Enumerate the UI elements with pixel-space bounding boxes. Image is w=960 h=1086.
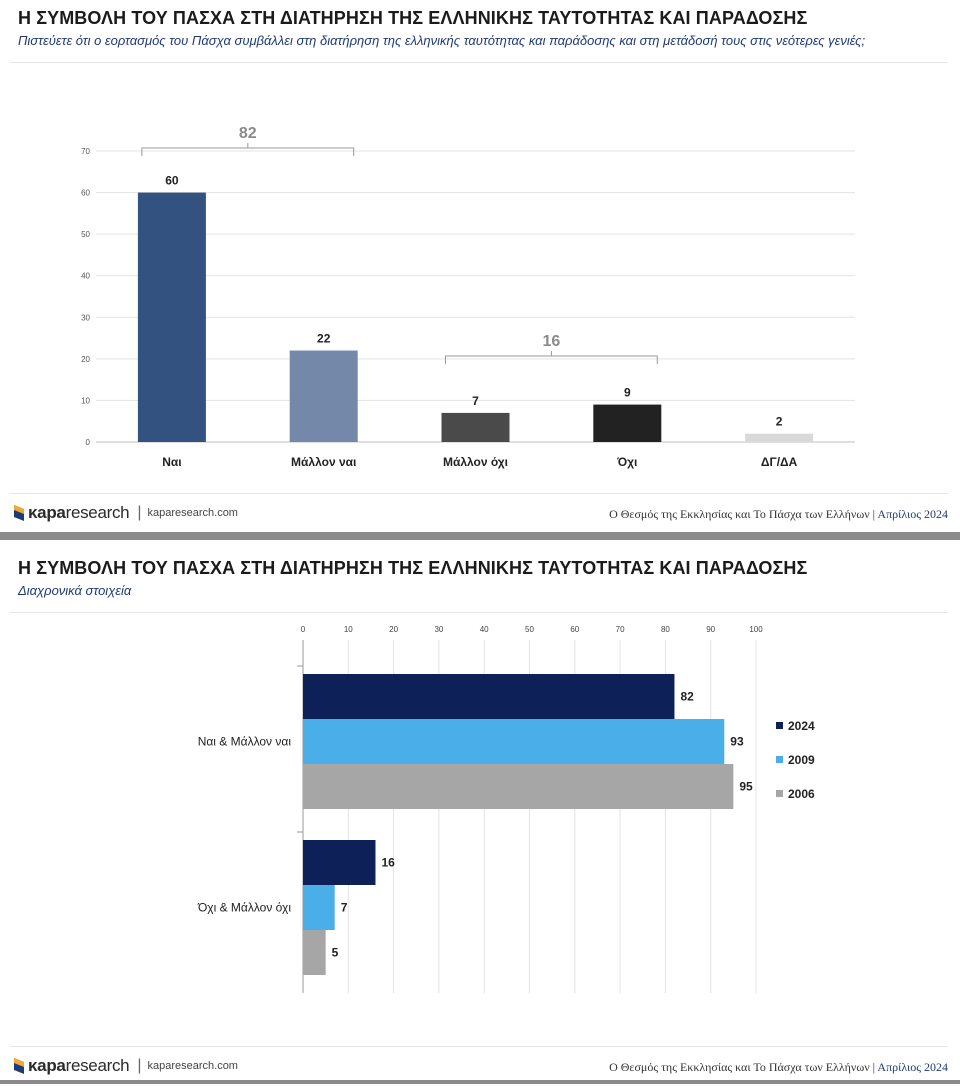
slide-2-title: Η ΣΥΜΒΟΛΗ ΤΟΥ ΠΑΣΧΑ ΣΤΗ ΔΙΑΤΗΡΗΣΗ ΤΗΣ ΕΛΛΗΝΙΚΗΣ ΤΑΥΤΟΤΗΤΑΣ ΚΑΙ ΠΑΡΑΔΟΣΗΣ bbox=[18, 558, 808, 578]
logo-separator: | bbox=[137, 1057, 142, 1074]
y-tick-label: 70 bbox=[81, 147, 90, 156]
logo-text: κaparesearch bbox=[28, 1056, 130, 1075]
category-label: Μάλλον ναι bbox=[291, 455, 357, 469]
x-tick-label: 70 bbox=[615, 625, 625, 634]
slide-1-title: Η ΣΥΜΒΟΛΗ ΤΟΥ ΠΑΣΧΑ ΣΤΗ ΔΙΑΤΗΡΗΣΗ ΤΗΣ ΕΛΛΗΝΙΚΗΣ ΤΑΥΤΟΤΗΤΑΣ ΚΑΙ ΠΑΡΑΔΟΣΗΣ bbox=[18, 8, 808, 28]
bar bbox=[303, 885, 335, 930]
annotation-bracket bbox=[142, 143, 354, 156]
horizontal-bar-chart bbox=[0, 620, 960, 1040]
x-tick-label: 40 bbox=[479, 625, 489, 634]
legend-label: 2009 bbox=[788, 753, 815, 767]
bar bbox=[138, 193, 206, 442]
category-label: Μάλλον όχι bbox=[442, 455, 509, 469]
bar bbox=[303, 840, 375, 885]
slide-2-subtitle: Διαχρονικά στοιχεία bbox=[18, 583, 132, 598]
y-tick-label: 0 bbox=[85, 438, 90, 447]
kapa-research-logo bbox=[12, 503, 238, 523]
study-caption: Ο Θεσμός της Εκκλησίας και Το Πάσχα των Ελλήνων | Απρίλιος 2024 bbox=[609, 507, 948, 521]
data-label: 5 bbox=[331, 945, 339, 960]
data-label: 93 bbox=[730, 734, 744, 749]
data-label: 2 bbox=[775, 414, 783, 429]
slide-1 bbox=[0, 0, 960, 532]
logo-text: κaparesearch bbox=[28, 503, 130, 522]
y-tick-label: 40 bbox=[81, 271, 90, 281]
data-label: 7 bbox=[340, 900, 348, 915]
bar bbox=[442, 413, 510, 442]
data-label: 16 bbox=[381, 855, 395, 870]
y-tick-label: 10 bbox=[81, 396, 90, 406]
study-caption: Ο Θεσμός της Εκκλησίας και Το Πάσχα των Ελλήνων | Απρίλιος 2024 bbox=[609, 1060, 948, 1074]
category-label: ΔΓ/ΔΑ bbox=[760, 455, 798, 469]
category-label: Ναι & Μάλλον ναι bbox=[197, 734, 291, 749]
bar bbox=[290, 351, 358, 442]
bar bbox=[745, 434, 813, 442]
category-label: Ναι bbox=[162, 455, 182, 469]
x-tick-label: 80 bbox=[660, 625, 670, 634]
x-tick-label: 90 bbox=[706, 625, 716, 634]
y-tick-label: 50 bbox=[81, 230, 90, 240]
category-label: Όχι bbox=[617, 455, 638, 469]
vertical-bar-chart bbox=[0, 62, 960, 492]
study-date: Απρίλιος 2024 bbox=[877, 507, 948, 521]
kapa-research-logo bbox=[12, 1056, 238, 1076]
data-label: 9 bbox=[623, 385, 631, 400]
logo-separator: | bbox=[137, 504, 142, 521]
annotation-total: 82 bbox=[238, 125, 257, 142]
legend-label: 2024 bbox=[788, 719, 815, 733]
x-tick-label: 60 bbox=[570, 625, 580, 634]
x-tick-label: 30 bbox=[434, 625, 444, 634]
bar bbox=[593, 405, 661, 442]
slide-separator bbox=[0, 532, 960, 540]
slide-2 bbox=[0, 540, 960, 1084]
x-tick-label: 100 bbox=[749, 625, 763, 634]
legend-swatch bbox=[776, 790, 783, 797]
annotation-bracket bbox=[446, 351, 658, 364]
legend-swatch bbox=[776, 722, 783, 729]
y-tick-label: 60 bbox=[81, 188, 90, 198]
x-tick-label: 10 bbox=[343, 625, 353, 634]
bar bbox=[303, 930, 326, 975]
x-tick-label: 0 bbox=[300, 625, 306, 634]
data-label: 22 bbox=[317, 331, 331, 346]
data-label: 7 bbox=[472, 393, 479, 408]
study-date: Απρίλιος 2024 bbox=[877, 1060, 948, 1074]
x-tick-label: 20 bbox=[389, 625, 399, 634]
website-link[interactable]: kaparesearch.com bbox=[147, 1060, 238, 1072]
data-label: 82 bbox=[680, 689, 694, 704]
annotation-total: 16 bbox=[542, 333, 561, 350]
slide-1-subtitle: Πιστεύετε ότι ο εορτασμός του Πάσχα συμβάλλει στη διατήρηση της ελληνικής ταυτότητας και παράδοσης και στη μετάδοσή τους στις νεότερες γενιές; bbox=[18, 33, 866, 48]
legend-swatch bbox=[776, 756, 783, 763]
website-link[interactable]: kaparesearch.com bbox=[147, 507, 238, 519]
bottom-band bbox=[0, 1080, 960, 1084]
y-tick-label: 30 bbox=[81, 313, 90, 323]
bar bbox=[303, 764, 733, 809]
logo-mark-icon bbox=[12, 503, 26, 523]
bar bbox=[303, 674, 674, 719]
data-label: 95 bbox=[739, 779, 753, 794]
legend-label: 2006 bbox=[788, 787, 815, 801]
y-tick-label: 20 bbox=[81, 354, 90, 364]
logo-mark-icon bbox=[12, 1056, 26, 1076]
title-divider bbox=[10, 612, 948, 613]
bar bbox=[303, 719, 724, 764]
category-label: Όχι & Μάλλον όχι bbox=[197, 900, 291, 915]
footer bbox=[0, 493, 960, 533]
x-tick-label: 50 bbox=[525, 625, 534, 634]
data-label: 60 bbox=[165, 173, 179, 188]
